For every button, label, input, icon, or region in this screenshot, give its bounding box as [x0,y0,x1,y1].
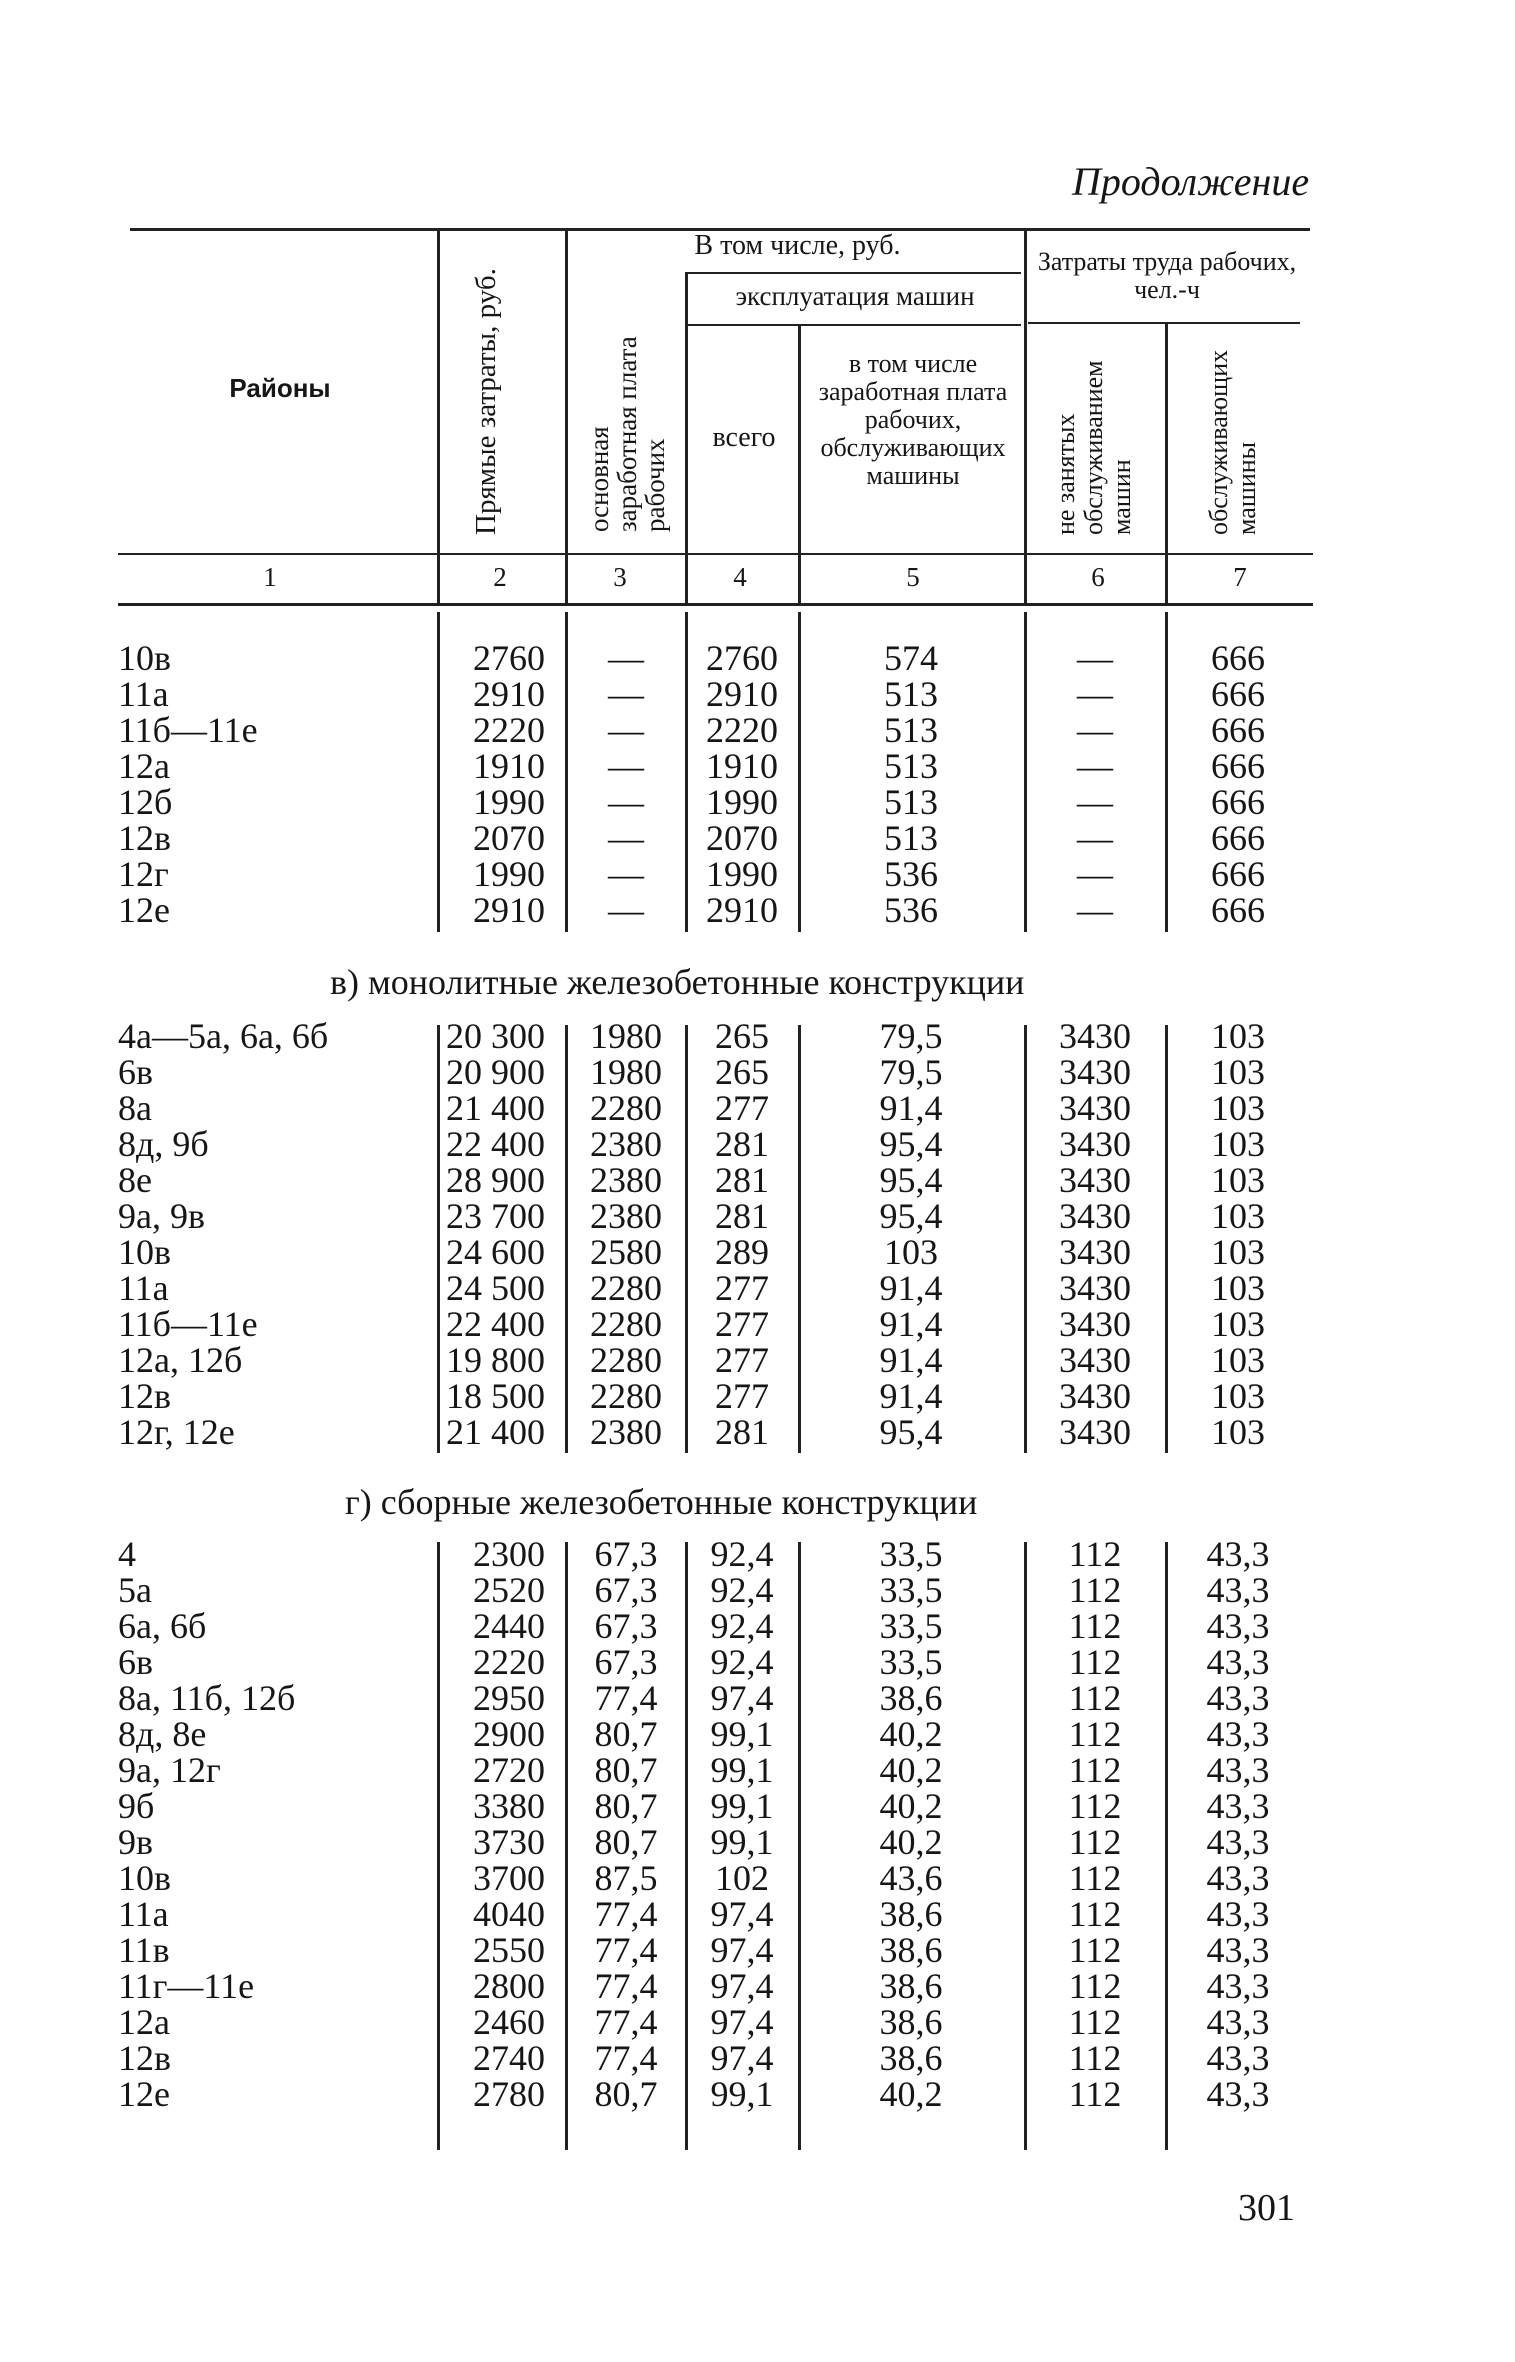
header-serving: обслуживающих машины [1204,349,1261,535]
row-cell-col-4: 99,1 [710,1786,774,1826]
row-cell-col-2: 22 400 [446,1304,545,1344]
row-cell-col-7: 666 [1211,890,1265,930]
col-number-2: 2 [493,562,507,592]
row-cell-col-7: 43,3 [1206,1534,1270,1574]
col-number-1: 1 [263,562,277,592]
row-cell-col-5: 513 [884,746,938,786]
row-region: 6в [118,1642,153,1682]
row-region: 8д, 9б [118,1124,209,1164]
row-cell-col-4: 281 [715,1412,769,1452]
row-cell-col-2: 2780 [473,2074,545,2114]
row-cell-col-3: 2580 [590,1232,662,1272]
row-cell-col-3: — [608,854,644,894]
row-cell-col-3: 80,7 [594,1786,658,1826]
row-cell-col-7: 103 [1211,1268,1265,1308]
header-bottom-rule [118,553,1313,555]
row-cell-col-2: 2800 [473,1966,545,2006]
row-region: 10в [118,1858,171,1898]
row-cell-col-2: 2440 [473,1606,545,1646]
row-cell-col-5: 38,6 [879,1894,943,1934]
row-cell-col-4: 265 [715,1016,769,1056]
row-cell-col-6: — [1077,890,1113,930]
row-cell-col-7: 43,3 [1206,2002,1270,2042]
row-cell-col-2: 24 600 [446,1232,545,1272]
row-cell-col-4: 277 [715,1304,769,1344]
header-direct-costs: Прямые затраты, руб. [470,268,502,535]
header-machine-operation: эксплуатация машин [735,281,975,311]
row-cell-col-4: 99,1 [710,2074,774,2114]
row-cell-col-3: 1980 [590,1052,662,1092]
col-number-6: 6 [1091,562,1105,592]
row-cell-col-7: 103 [1211,1376,1265,1416]
row-cell-col-5: 40,2 [879,2074,943,2114]
row-cell-col-4: 1990 [706,854,778,894]
row-cell-col-6: — [1077,746,1113,786]
row-cell-col-3: 2380 [590,1412,662,1452]
row-cell-col-5: 38,6 [879,2038,943,2078]
row-cell-col-5: 38,6 [879,1966,943,2006]
row-cell-col-3: 67,3 [594,1606,658,1646]
row-cell-col-4: 2070 [706,818,778,858]
row-cell-col-2: 2900 [473,1714,545,1754]
row-cell-col-6: 112 [1068,1678,1122,1718]
row-cell-col-2: 2910 [473,674,545,714]
row-region: 12г, 12е [118,1412,235,1452]
row-cell-col-5: 91,4 [879,1376,943,1416]
row-cell-col-7: 43,3 [1206,1750,1270,1790]
row-cell-col-3: 2280 [590,1088,662,1128]
row-cell-col-7: 43,3 [1206,1786,1270,1826]
colnum-bottom-rule [118,603,1313,606]
row-cell-col-4: 97,4 [710,1930,774,1970]
header-regions: Районы [229,373,331,403]
header-total: всего [712,422,776,453]
row-region: 11а [118,1268,169,1308]
row-cell-col-3: 2380 [590,1160,662,1200]
header-not-busy: не занятых обслуживанием машин [1051,360,1136,535]
row-cell-col-2: 2520 [473,1570,545,1610]
row-cell-col-2: 2220 [473,1642,545,1682]
row-cell-col-3: 2280 [590,1268,662,1308]
row-cell-col-7: 43,3 [1206,2074,1270,2114]
row-cell-col-5: 536 [884,854,938,894]
row-region: 5а [118,1570,152,1610]
row-cell-col-4: 92,4 [710,1570,774,1610]
row-cell-col-6: — [1077,638,1113,678]
row-cell-col-2: 2760 [473,638,545,678]
row-cell-col-4: 92,4 [710,1606,774,1646]
row-cell-col-7: 666 [1211,638,1265,678]
row-cell-col-4: 97,4 [710,2038,774,2078]
row-region: 12г [118,854,169,894]
row-cell-col-5: 33,5 [879,1606,943,1646]
row-cell-col-3: 67,3 [594,1534,658,1574]
row-region: 12б [118,782,173,822]
row-cell-col-7: 103 [1211,1412,1265,1452]
row-region: 9а, 9в [118,1196,205,1236]
header-wage-machines: в том числе заработная плата рабочих, обслуживающих машины [818,349,1008,490]
row-cell-col-6: 112 [1068,1714,1122,1754]
row-cell-col-4: 97,4 [710,1966,774,2006]
row-cell-col-4: 289 [715,1232,769,1272]
row-cell-col-2: 21 400 [446,1412,545,1452]
row-cell-col-4: 99,1 [710,1822,774,1862]
row-cell-col-3: — [608,890,644,930]
row-cell-col-6: 3430 [1059,1412,1131,1452]
row-cell-col-6: 3430 [1059,1340,1131,1380]
row-cell-col-7: 666 [1211,818,1265,858]
row-cell-col-3: 77,4 [594,2038,658,2078]
row-region: 6в [118,1052,153,1092]
row-cell-col-3: 2380 [590,1196,662,1236]
row-cell-col-6: 3430 [1059,1232,1131,1272]
section-g-title: г) сборные железобетонные конструкции [345,1482,978,1522]
row-region: 8е [118,1160,152,1200]
row-cell-col-5: 536 [884,890,938,930]
row-region: 12в [118,1376,171,1416]
row-region: 11б—11е [118,1304,258,1344]
row-cell-col-7: 43,3 [1206,1714,1270,1754]
row-cell-col-5: 95,4 [879,1160,943,1200]
row-cell-col-7: 103 [1211,1196,1265,1236]
row-cell-col-5: 91,4 [879,1340,943,1380]
row-cell-col-4: 1990 [706,782,778,822]
row-cell-col-4: 2220 [706,710,778,750]
row-cell-col-4: 99,1 [710,1714,774,1754]
row-cell-col-5: 33,5 [879,1570,943,1610]
row-cell-col-4: 2910 [706,890,778,930]
row-cell-col-2: 23 700 [446,1196,545,1236]
row-cell-col-6: 3430 [1059,1160,1131,1200]
row-cell-col-6: 3430 [1059,1196,1131,1236]
row-cell-col-5: 40,2 [879,1786,943,1826]
row-region: 10в [118,1232,171,1272]
row-cell-col-2: 18 500 [446,1376,545,1416]
row-cell-col-2: 24 500 [446,1268,545,1308]
row-cell-col-7: 666 [1211,674,1265,714]
row-cell-col-5: 574 [884,638,938,678]
row-region: 10в [118,638,171,678]
row-cell-col-2: 2460 [473,2002,545,2042]
row-cell-col-4: 102 [715,1858,769,1898]
row-cell-col-7: 103 [1211,1124,1265,1164]
row-region: 12в [118,2038,171,2078]
header-labor-costs: Затраты труда рабочих, чел.-ч [1037,247,1297,304]
row-cell-col-6: 112 [1068,1606,1122,1646]
row-cell-col-4: 92,4 [710,1642,774,1682]
header-vline-4 [798,324,801,606]
row-cell-col-7: 103 [1211,1088,1265,1128]
row-cell-col-2: 3380 [473,1786,545,1826]
row-cell-col-5: 43,6 [879,1858,943,1898]
row-cell-col-6: — [1077,710,1113,750]
row-cell-col-7: 43,3 [1206,1930,1270,1970]
header-including: В том числе, руб. [694,230,901,261]
row-cell-col-5: 33,5 [879,1534,943,1574]
row-region: 6а, 6б [118,1606,207,1646]
row-region: 12е [118,2074,170,2114]
row-cell-col-7: 666 [1211,710,1265,750]
header-vline-2 [565,228,568,606]
row-cell-col-3: — [608,782,644,822]
row-cell-col-4: 2910 [706,674,778,714]
row-region: 12а [118,746,170,786]
header-vline-5 [1024,228,1027,606]
row-cell-col-7: 103 [1211,1232,1265,1272]
row-cell-col-3: — [608,710,644,750]
row-cell-col-5: 40,2 [879,1750,943,1790]
row-cell-col-7: 666 [1211,746,1265,786]
row-cell-col-2: 2300 [473,1534,545,1574]
row-region: 8д, 8е [118,1714,207,1754]
row-cell-col-7: 666 [1211,854,1265,894]
row-cell-col-5: 33,5 [879,1642,943,1682]
row-cell-col-5: 38,6 [879,1930,943,1970]
row-cell-col-6: 3430 [1059,1016,1131,1056]
row-cell-col-6: 112 [1068,2074,1122,2114]
row-cell-col-2: 4040 [473,1894,545,1934]
row-cell-col-5: 95,4 [879,1124,943,1164]
header-base-wage: основная заработная плата рабочих [584,336,670,532]
row-cell-col-5: 79,5 [879,1052,943,1092]
row-cell-col-5: 38,6 [879,1678,943,1718]
continuation-label: Продолжение [1072,159,1310,204]
row-cell-col-6: 112 [1068,2002,1122,2042]
row-cell-col-4: 281 [715,1196,769,1236]
row-cell-col-4: 277 [715,1088,769,1128]
header-vline-6 [1165,322,1168,606]
row-cell-col-4: 1910 [706,746,778,786]
row-cell-col-5: 40,2 [879,1714,943,1754]
row-cell-col-3: 80,7 [594,1714,658,1754]
row-cell-col-3: 87,5 [594,1858,658,1898]
row-cell-col-7: 43,3 [1206,1606,1270,1646]
col-number-3: 3 [613,562,627,592]
row-cell-col-6: 112 [1068,1894,1122,1934]
row-cell-col-6: 112 [1068,1534,1122,1574]
row-cell-col-5: 40,2 [879,1822,943,1862]
row-cell-col-6: 112 [1068,2038,1122,2078]
header-sub-rule-2 [1028,322,1300,324]
row-cell-col-3: 77,4 [594,1678,658,1718]
row-region: 12а, 12б [118,1340,243,1380]
row-cell-col-7: 43,3 [1206,1642,1270,1682]
row-cell-col-4: 2760 [706,638,778,678]
row-cell-col-3: 77,4 [594,1894,658,1934]
row-cell-col-7: 43,3 [1206,1678,1270,1718]
row-cell-col-4: 277 [715,1268,769,1308]
row-cell-col-2: 2720 [473,1750,545,1790]
row-cell-col-6: 112 [1068,1822,1122,1862]
row-cell-col-3: 80,7 [594,1750,658,1790]
row-cell-col-6: — [1077,782,1113,822]
row-cell-col-7: 43,3 [1206,1822,1270,1862]
row-cell-col-3: 80,7 [594,2074,658,2114]
row-region: 9в [118,1822,153,1862]
row-cell-col-5: 513 [884,674,938,714]
row-region: 11г—11е [118,1966,255,2006]
row-cell-col-4: 97,4 [710,1894,774,1934]
row-cell-col-6: — [1077,854,1113,894]
row-cell-col-5: 91,4 [879,1304,943,1344]
row-cell-col-5: 91,4 [879,1088,943,1128]
header-sub-rule-3 [686,324,1021,326]
row-cell-col-6: 3430 [1059,1304,1131,1344]
row-cell-col-3: — [608,818,644,858]
row-cell-col-2: 1990 [473,854,545,894]
row-region: 4 [118,1534,136,1574]
row-cell-col-7: 43,3 [1206,1966,1270,2006]
row-cell-col-3: 77,4 [594,1930,658,1970]
row-cell-col-7: 43,3 [1206,1894,1270,1934]
row-cell-col-2: 2220 [473,710,545,750]
row-cell-col-3: 2280 [590,1340,662,1380]
row-cell-col-4: 281 [715,1124,769,1164]
col-number-4: 4 [733,562,747,592]
header-vline-1 [437,228,440,606]
row-cell-col-3: 67,3 [594,1570,658,1610]
row-cell-col-6: 112 [1068,1930,1122,1970]
row-cell-col-3: 67,3 [594,1642,658,1682]
row-region: 12а [118,2002,170,2042]
row-cell-col-7: 666 [1211,782,1265,822]
row-cell-col-4: 277 [715,1376,769,1416]
row-cell-col-7: 103 [1211,1340,1265,1380]
row-cell-col-7: 103 [1211,1160,1265,1200]
row-cell-col-2: 20 300 [446,1016,545,1056]
header-sub-rule-1 [686,272,1021,274]
row-cell-col-4: 92,4 [710,1534,774,1574]
row-cell-col-2: 1990 [473,782,545,822]
row-cell-col-6: 112 [1068,1966,1122,2006]
row-cell-col-7: 103 [1211,1016,1265,1056]
row-cell-col-6: 112 [1068,1786,1122,1826]
col-number-5: 5 [906,562,920,592]
row-cell-col-2: 21 400 [446,1088,545,1128]
row-cell-col-4: 281 [715,1160,769,1200]
row-cell-col-6: 3430 [1059,1052,1131,1092]
row-cell-col-2: 2950 [473,1678,545,1718]
row-cell-col-7: 43,3 [1206,1570,1270,1610]
row-cell-col-4: 97,4 [710,1678,774,1718]
page-number: 301 [1238,2187,1295,2229]
row-cell-col-7: 43,3 [1206,1858,1270,1898]
row-region: 11б—11е [118,710,258,750]
row-cell-col-2: 19 800 [446,1340,545,1380]
row-cell-col-4: 277 [715,1340,769,1380]
row-cell-col-5: 103 [884,1232,938,1272]
row-region: 9а, 12г [118,1750,221,1790]
row-cell-col-5: 91,4 [879,1268,943,1308]
row-region: 11а [118,1894,169,1934]
row-region: 12в [118,818,171,858]
row-cell-col-2: 2910 [473,890,545,930]
row-cell-col-6: 112 [1068,1858,1122,1898]
row-cell-col-3: 80,7 [594,1822,658,1862]
row-cell-col-4: 99,1 [710,1750,774,1790]
row-cell-col-5: 95,4 [879,1196,943,1236]
row-cell-col-5: 38,6 [879,2002,943,2042]
row-cell-col-3: 77,4 [594,2002,658,2042]
row-cell-col-3: 2380 [590,1124,662,1164]
row-cell-col-7: 43,3 [1206,2038,1270,2078]
row-cell-col-7: 103 [1211,1052,1265,1092]
row-region: 11в [118,1930,170,1970]
row-cell-col-2: 2740 [473,2038,545,2078]
col-number-7: 7 [1233,562,1247,592]
row-cell-col-6: 3430 [1059,1376,1131,1416]
row-cell-col-2: 3700 [473,1858,545,1898]
row-cell-col-2: 3730 [473,1822,545,1862]
row-cell-col-2: 1910 [473,746,545,786]
header-vline-3 [685,272,688,606]
row-region: 4а—5а, 6а, 6б [118,1016,329,1056]
row-cell-col-3: 2280 [590,1376,662,1416]
row-cell-col-3: 77,4 [594,1966,658,2006]
row-region: 11а [118,674,169,714]
row-cell-col-5: 513 [884,818,938,858]
row-cell-col-5: 79,5 [879,1016,943,1056]
row-cell-col-3: — [608,674,644,714]
row-cell-col-6: — [1077,818,1113,858]
row-cell-col-2: 20 900 [446,1052,545,1092]
row-cell-col-6: 112 [1068,1570,1122,1610]
row-cell-col-5: 95,4 [879,1412,943,1452]
row-cell-col-3: 1980 [590,1016,662,1056]
row-cell-col-2: 22 400 [446,1124,545,1164]
row-cell-col-6: 3430 [1059,1124,1131,1164]
row-cell-col-6: 3430 [1059,1268,1131,1308]
row-cell-col-2: 2550 [473,1930,545,1970]
row-cell-col-2: 28 900 [446,1160,545,1200]
row-cell-col-4: 97,4 [710,2002,774,2042]
row-cell-col-7: 103 [1211,1304,1265,1344]
row-cell-col-2: 2070 [473,818,545,858]
row-cell-col-4: 265 [715,1052,769,1092]
row-cell-col-5: 513 [884,710,938,750]
row-cell-col-6: 112 [1068,1750,1122,1790]
section-v-title: в) монолитные железобетонные конструкции [330,962,1025,1002]
row-cell-col-3: — [608,638,644,678]
row-region: 12е [118,890,170,930]
row-region: 8а [118,1088,152,1128]
row-cell-col-6: 112 [1068,1642,1122,1682]
row-cell-col-6: — [1077,674,1113,714]
row-cell-col-3: — [608,746,644,786]
row-cell-col-5: 513 [884,782,938,822]
row-region: 9б [118,1786,155,1826]
row-cell-col-6: 3430 [1059,1088,1131,1128]
row-region: 8а, 11б, 12б [118,1678,296,1718]
row-cell-col-3: 2280 [590,1304,662,1344]
